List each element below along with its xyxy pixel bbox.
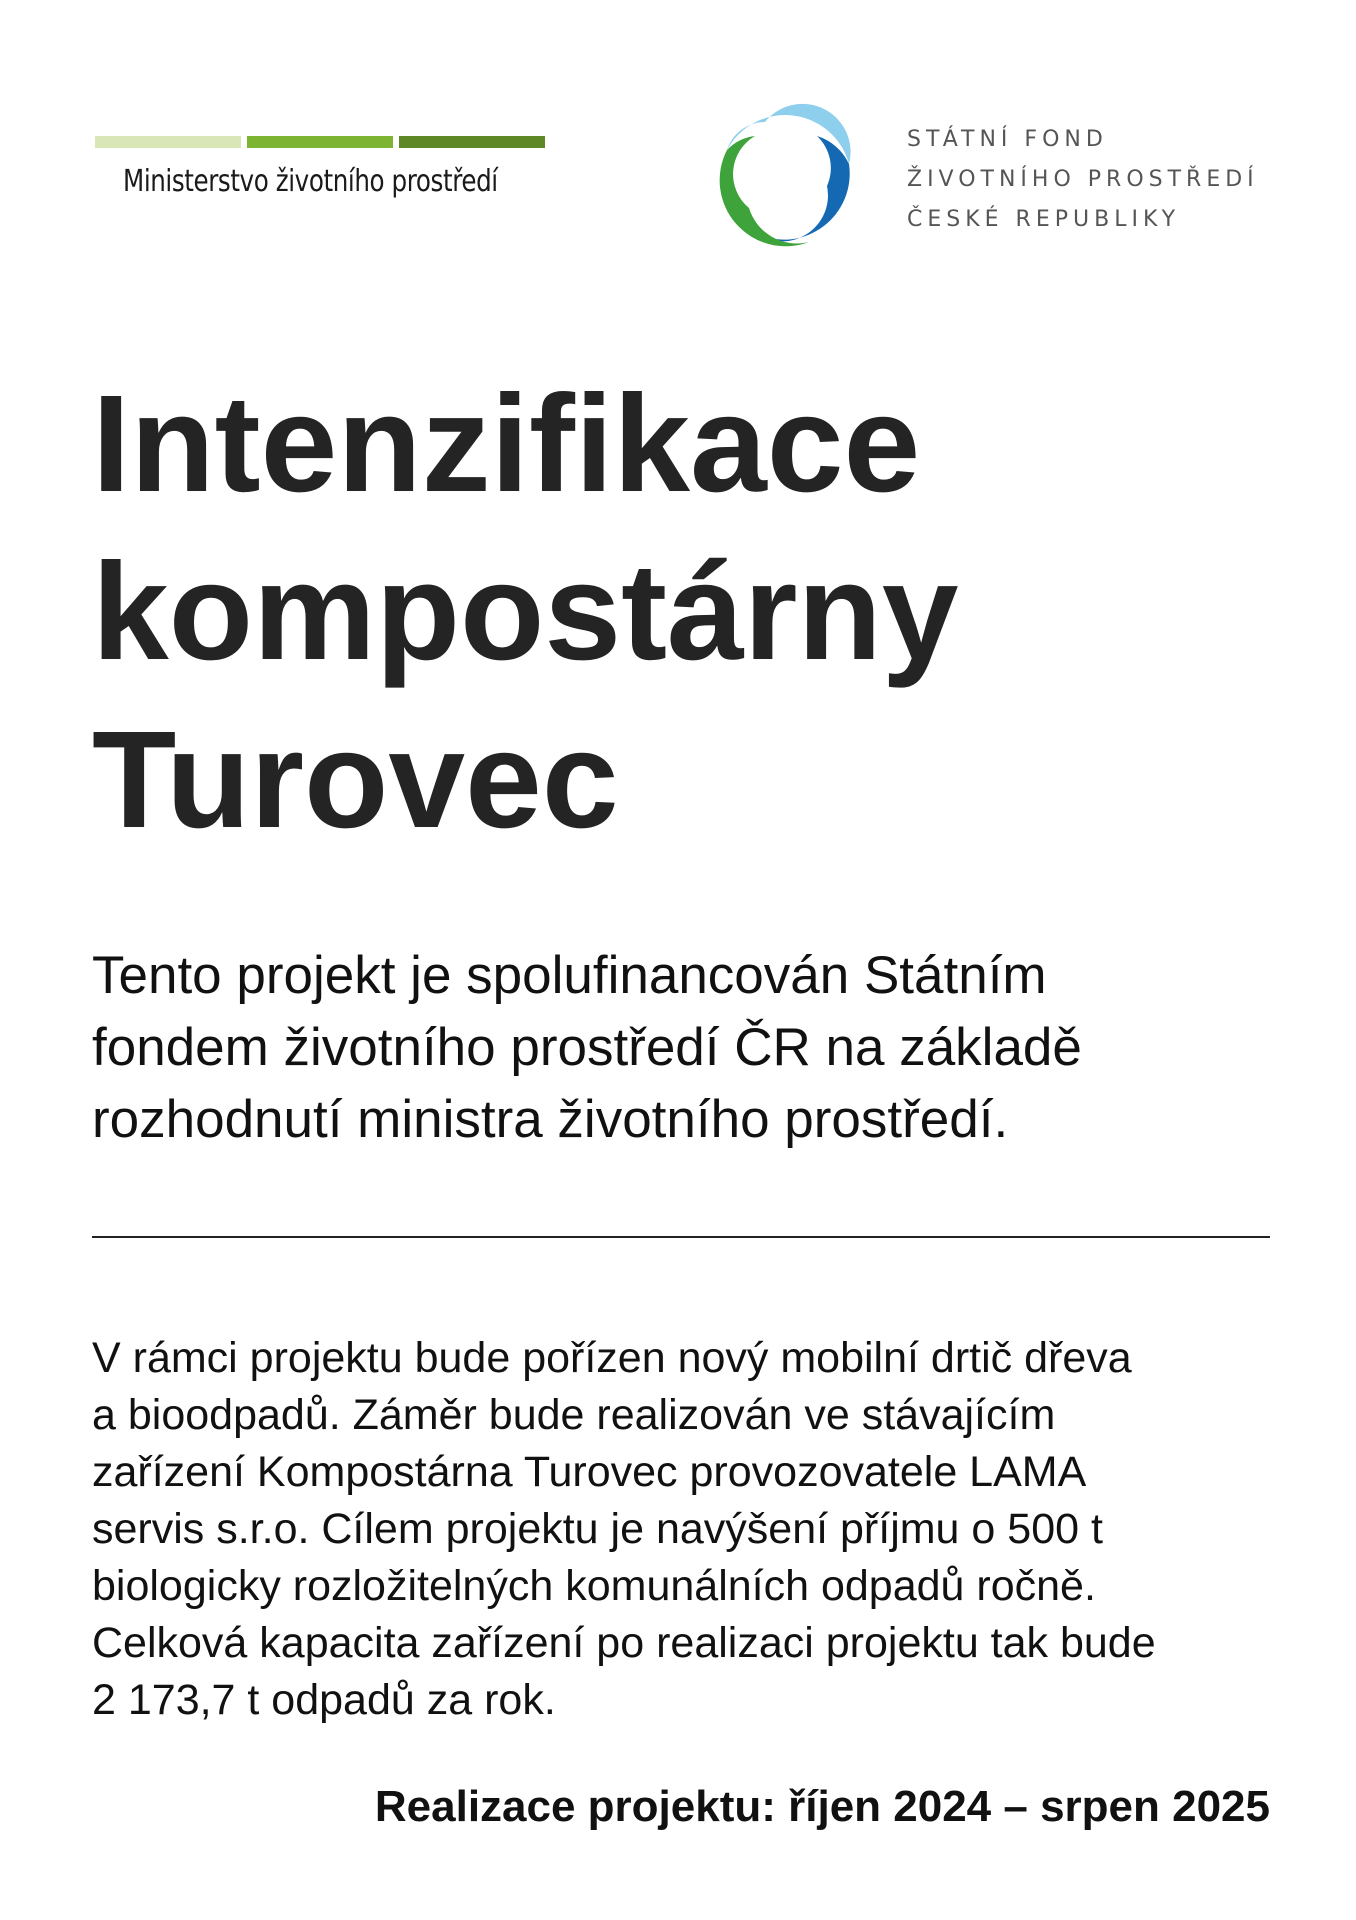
project-description-line-3: zařízení Kompostárna Turovec provozovatele LAMA [92,1448,1087,1496]
ministry-logo-bar-dark [399,136,545,148]
funding-statement [92,940,1292,1156]
ministry-logo-bars [95,136,545,148]
project-description-line-5: biologicky rozložitelných komunálních odpadů ročně. [92,1562,1096,1610]
project-title-line-2: kompostárny [92,535,959,689]
project-title-line-1: Intenzifikace [92,367,921,521]
project-title-line-3: Turovec [92,703,619,857]
funding-statement-line-3: rozhodnutí ministra životního prostředí. [92,1090,1009,1149]
fund-logo-line-3: ČESKÉ REPUBLIKY [907,207,1181,232]
fund-logo-ring-icon [705,90,860,250]
fund-logo-line-2: ŽIVOTNÍHO PROSTŘEDÍ [907,167,1259,192]
project-description-line-1: V rámci projektu bude pořízen nový mobilní drtič dřeva [92,1334,1132,1382]
funding-statement-line-1: Tento projekt je spolufinancován Státním [92,946,1047,1005]
fund-logo-text [907,120,1327,240]
project-description-line-7: 2 173,7 t odpadů za rok. [92,1676,556,1724]
ministry-logo-text: Ministerstvo životního prostředí [123,164,498,199]
project-description-line-4: servis s.r.o. Cílem projektu je navýšení příjmu o 500 t [92,1505,1103,1553]
project-description [92,1330,1292,1729]
page-header [0,0,1356,260]
ministry-logo-bar-light [95,136,241,148]
project-realization-period: Realizace projektu: říjen 2024 – srpen 2025 [374,1782,1270,1831]
project-title [92,360,1272,864]
section-divider [92,1236,1270,1238]
project-description-line-6: Celková kapacita zařízení po realizaci projektu tak bude [92,1619,1156,1667]
project-description-line-2: a bioodpadů. Záměr bude realizován ve stávajícím [92,1391,1056,1439]
ministry-logo [95,136,545,216]
funding-statement-line-2: fondem životního prostředí ČR na základě [92,1018,1082,1077]
ministry-logo-bar-medium [247,136,393,148]
fund-logo-line-1: STÁTNÍ FOND [907,127,1108,152]
